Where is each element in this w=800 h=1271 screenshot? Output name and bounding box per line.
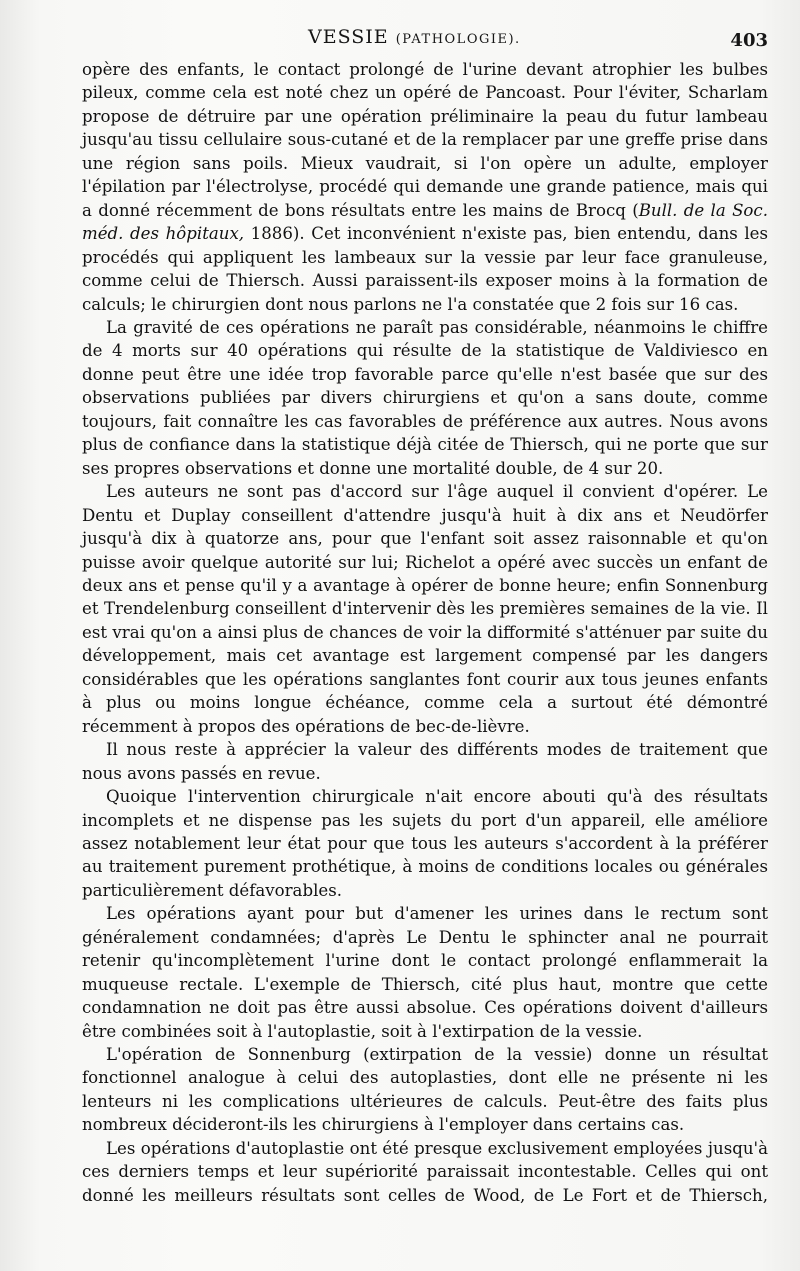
paragraph-text: Quoique l'intervention chirurgicale n'ait encore abouti qu'à des résultats incomplets et ne dispense pas les sujets du port d'un appareil, elle améliore assez notablement leur état pour que tous les auteurs s'accordent à la préférer au traitement purement prothétique, à moins de conditions locales ou générales particulièrement défavorables. [82,787,768,900]
page-header [82,22,768,54]
paragraph-7 [82,1043,768,1137]
paragraph-text: La gravité de ces opérations ne paraît pas considérable, néanmoins le chiffre de 4 morts sur 40 opérations qui résulte de la statistique de Valdiviesco en donne peut être une idée trop favorable parce qu'elle n'est basée que sur des observations publiées par divers chirurgiens et qu'on a sans doute, comme toujours, fait connaître les cas favorables de préférence aux autres. Nous avons plus de confiance dans la statistique déjà citée de Thiersch, qui ne porte que sur ses propres observations et donne une mortalité double, de 4 sur 20. [82,317,768,478]
paragraph-text: Les opérations ayant pour but d'amener les urines dans le rectum sont généralement condamnées; d'après Le Dentu le sphincter anal ne pourrait retenir qu'incomplètement l'urine dont le contact prolongé enflammerait la muqueuse rectale. L'exemple de Thiersch, cité plus haut, montre que cette condamnation ne doit pas être aussi absolue. Ces opérations doivent d'ailleurs être combinées soit à l'autoplastie, soit à l'extirpation de la vessie. [82,904,768,1041]
paragraph-5 [82,785,768,902]
paragraph-2 [82,316,768,480]
page-number: 403 [730,30,768,51]
paragraph-1 [82,58,768,316]
running-title-main: VESSIE [308,26,389,48]
running-title [308,26,521,48]
running-title-sub: (PATHOLOGIE). [395,32,521,47]
citation-italic: Bull. de la Soc. méd. des hôpitaux, [82,200,768,244]
paragraph-6 [82,902,768,1043]
paragraph-text: Il nous reste à apprécier la valeur des différents modes de traitement que nous avons passés en revue. [82,740,768,783]
paragraph-8 [82,1137,768,1207]
paragraph-text: opère des enfants, le contact prolongé de l'urine devant atrophier les bulbes pileux, comme cela est noté chez un opéré de Pancoast. Pour l'éviter, Scharlam propose de détruire par une opération préliminaire la peau du futur lambeau jusqu'au tissu cellulaire sous-cutané et de la remplacer par une greffe prise dans une région sans poils. Mieux vaudrait, si l'on opère un adulte, employer l'épilation par l'électrolyse, procédé qui demande une grande patience, mais qui a donné récemment de bons résultats entre les mains de Brocq ( [82,60,768,220]
paragraph-text: L'opération de Sonnenburg (extirpation de la vessie) donne un résultat fonctionnel analogue à celui des autoplasties, dont elle ne présente ni les lenteurs ni les complications ultérieures de calculs. Peut-être des faits plus nombreux décideront-ils les chirurgiens à l'employer dans certains cas. [82,1045,768,1135]
paragraph-text: Les opérations d'autoplastie ont été presque exclusivement employées jusqu'à ces derniers temps et leur supériorité paraissait incontestable. Celles qui ont donné les meilleurs résultats sont celles de Wood, de Le Fort et de Thiersch, [82,1138,768,1205]
body-text [82,58,768,1207]
paragraph-text: Les auteurs ne sont pas d'accord sur l'âge auquel il convient d'opérer. Le Dentu et Duplay conseillent d'attendre jusqu'à huit à dix ans et Neudörfer jusqu'à dix à quatorze ans, pour que l'enfant soit assez raisonnable et qu'on puisse avoir quelque autorité sur lui; Richelot a opéré avec succès un enfant de deux ans et pense qu'il y a avantage à opérer de bonne heure; enfin Sonnenburg et Trendelenburg conseillent d'intervenir dès les premières semaines de la vie. Il est vrai qu'on a ainsi plus de chances de voir la difformité s'atténuer par suite du développement, mais cet avantage est largement compensé par les dangers considérables que les opérations sanglantes font courir aux tous jeunes enfants à plus ou moins longue échéance, comme cela a surtout été démontré récemment à propos des opérations de bec-de-lièvre. [82,482,768,736]
paragraph-3 [82,480,768,738]
paragraph-4 [82,738,768,785]
paragraph-text: 1886). Cet inconvénient n'existe pas, bien entendu, dans les procédés qui appliquent les lambeaux sur la vessie par leur face granuleuse, comme celui de Thiersch. Aussi paraissent-ils exposer moins à la formation de calculs; le chirurgien dont nous parlons ne l'a constatée que 2 fois sur 16 cas. [82,224,769,314]
